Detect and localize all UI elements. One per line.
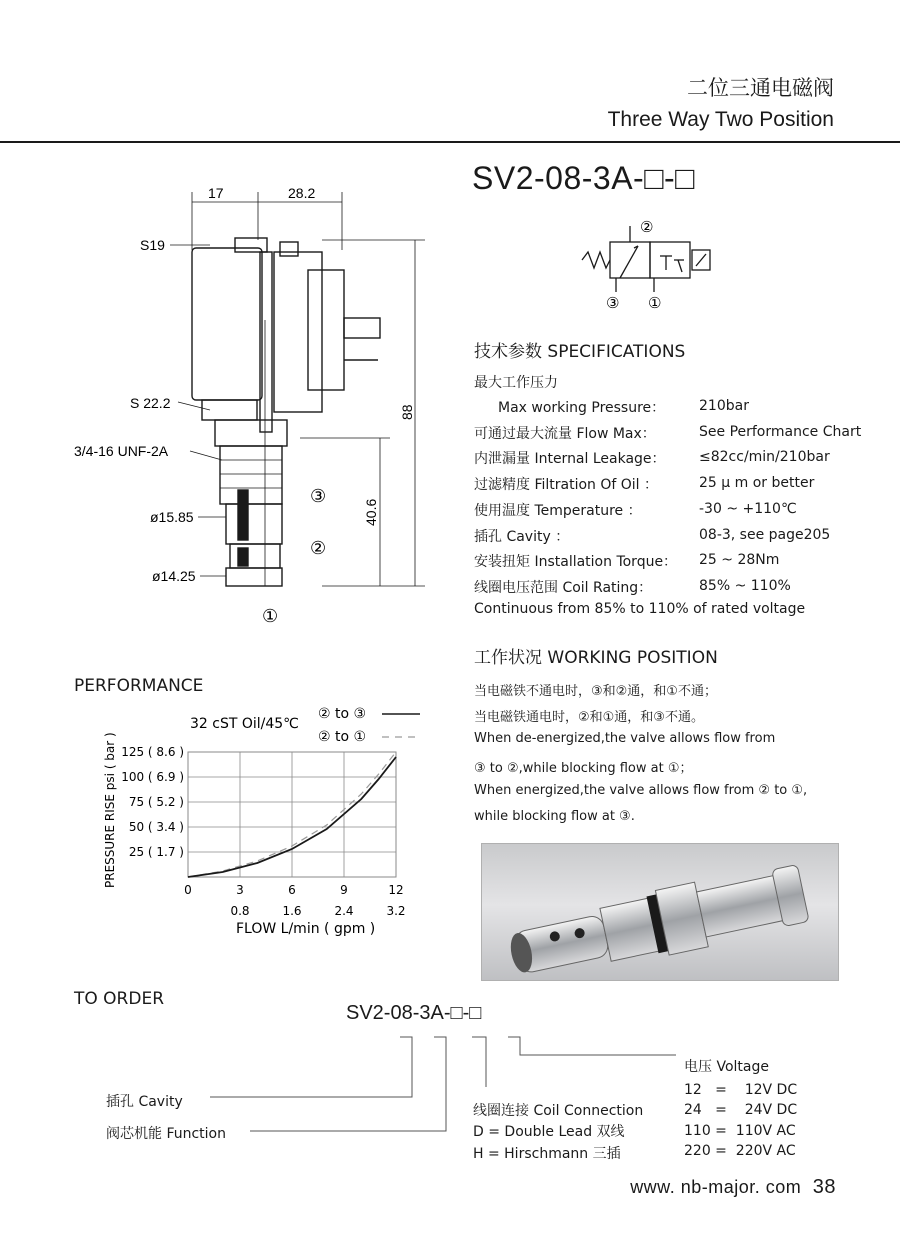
hydraulic-symbol — [580, 212, 730, 312]
y-tick-label: 50 ( 3.4 ) — [128, 820, 184, 834]
chart-condition: 32 cST Oil/45℃ — [190, 716, 299, 732]
spec-value: 08-3, see page205 — [699, 527, 831, 543]
dim-40-6: 40.6 — [363, 498, 379, 526]
x-tick-label-gpm: 1.6 — [282, 904, 302, 918]
order-coil-option: H = Hirschmann 三插 — [473, 1146, 621, 1162]
drawing-port-1: ① — [262, 606, 279, 627]
spec-value: 210bar — [699, 398, 749, 414]
chart-ylabel: PRESSURE RISE psi ( bar ) — [103, 732, 117, 888]
header-divider — [0, 141, 900, 143]
order-voltage-option: 110 = 110V AC — [684, 1123, 796, 1139]
spec-value: 25 μ m or better — [699, 475, 815, 491]
spec-label: 可通过最大流量 Flow Max： — [474, 426, 656, 442]
wp-line: while blocking flow at ③. — [474, 809, 635, 824]
order-title: TO ORDER — [74, 989, 165, 1009]
spec-value: See Performance Chart — [699, 424, 862, 440]
spec-value: ≤82cc/min/210bar — [699, 449, 830, 465]
wp-line: When de-energized,the valve allows flow from — [474, 731, 776, 746]
x-tick-label-gpm: 0.8 — [230, 904, 250, 918]
x-tick-label-gpm: 3.2 — [386, 904, 406, 918]
dim-thread: 3/4-16 UNF-2A — [74, 443, 169, 459]
valve-drawing — [60, 170, 440, 640]
order-coil-title: 线圈连接 Coil Connection — [473, 1103, 644, 1119]
footer — [630, 1176, 836, 1199]
spec-value: 85% ~ 110% — [699, 578, 791, 594]
x-tick-label: 9 — [340, 883, 348, 897]
legend-dashed-label: ② to ① — [318, 729, 367, 745]
x-tick-label: 0 — [184, 883, 192, 897]
dim-17: 17 — [208, 185, 224, 201]
wp-line: 当电磁铁不通电时，③和②通，和①不通； — [474, 684, 717, 699]
symbol-port-2: ② — [640, 218, 654, 236]
dim-88: 88 — [399, 404, 415, 420]
symbol-port-1: ① — [648, 294, 662, 312]
spec-label: 线圈电压范围 Coil Rating： — [474, 580, 653, 596]
y-tick-label: 75 ( 5.2 ) — [128, 795, 184, 809]
chart-xlabel: FLOW L/min ( gpm ) — [236, 921, 376, 937]
dim-d1425: ø14.25 — [152, 568, 196, 584]
spec-max-pressure-cn: 最大工作压力 — [474, 375, 558, 391]
legend-solid-label: ② to ③ — [318, 706, 367, 722]
order-cavity-label: 插孔 Cavity — [106, 1094, 183, 1110]
product-photo — [481, 843, 839, 981]
chart-x-ticks — [184, 883, 405, 918]
dim-28-2: 28.2 — [288, 185, 316, 201]
x-tick-label: 12 — [388, 883, 404, 897]
chart-y-ticks — [121, 745, 184, 859]
model-number: SV2-08-3A-□-□ — [472, 160, 695, 196]
footer-url[interactable]: www. nb-major. com — [630, 1177, 802, 1197]
chart-grid — [188, 752, 396, 877]
spec-label: 内泄漏量 Internal Leakage： — [474, 451, 666, 467]
product-photo-drawing — [482, 844, 838, 980]
x-tick-label-gpm: 2.4 — [334, 904, 354, 918]
drawing-port-2: ② — [310, 538, 327, 559]
y-tick-label: 25 ( 1.7 ) — [128, 845, 184, 859]
order-voltage-option: 12 = 12V DC — [684, 1082, 798, 1098]
y-tick-label: 125 ( 8.6 ) — [121, 745, 184, 759]
header-title-en: Three Way Two Position — [607, 108, 834, 131]
x-tick-label: 6 — [288, 883, 296, 897]
spec-title: 技术参数 SPECIFICATIONS — [474, 342, 686, 362]
x-tick-label: 3 — [236, 883, 244, 897]
spec-label: 使用温度 Temperature ： — [474, 503, 642, 519]
spec-label: 过滤精度 Filtration Of Oil ： — [474, 477, 659, 493]
order-model: SV2-08-3A-□-□ — [346, 1002, 482, 1024]
order-voltage-option: 24 = 24V DC — [684, 1102, 798, 1118]
y-tick-label: 100 ( 6.9 ) — [121, 770, 184, 784]
spec-note: Continuous from 85% to 110% of rated voltage — [474, 601, 806, 617]
working-position-title: 工作状况 WORKING POSITION — [474, 648, 718, 668]
wp-line: When energized,the valve allows flow from ② to ①, — [474, 783, 808, 798]
spec-value: -30 ~ +110℃ — [699, 501, 797, 517]
performance-title: PERFORMANCE — [74, 676, 204, 696]
drawing-port-3: ③ — [310, 486, 327, 507]
performance-chart — [98, 700, 438, 945]
order-function-label: 阀芯机能 Function — [106, 1126, 226, 1142]
page-number: 38 — [812, 1176, 836, 1198]
spec-label: 插孔 Cavity ： — [474, 529, 570, 545]
spec-value: 25 ~ 28Nm — [699, 552, 780, 568]
wp-line: ③ to ②,while blocking flow at ①； — [474, 761, 693, 776]
order-leaders — [200, 1035, 680, 1135]
spec-label: 安装扭矩 Installation Torque： — [474, 554, 678, 570]
spec-label: Max working Pressure： — [498, 400, 666, 416]
wp-line: 当电磁铁通电时，②和①通，和③不通。 — [474, 710, 704, 725]
order-voltage-option: 220 = 220V AC — [684, 1143, 796, 1159]
header-title-cn: 二位三通电磁阀 — [687, 76, 834, 100]
dim-s22: S 22.2 — [130, 395, 171, 411]
symbol-port-3: ③ — [606, 294, 620, 312]
order-coil-option: D = Double Lead 双线 — [473, 1124, 625, 1140]
dim-s19: S19 — [140, 237, 165, 253]
dim-d1585: ø15.85 — [150, 509, 194, 525]
order-voltage-title: 电压 Voltage — [684, 1059, 769, 1075]
